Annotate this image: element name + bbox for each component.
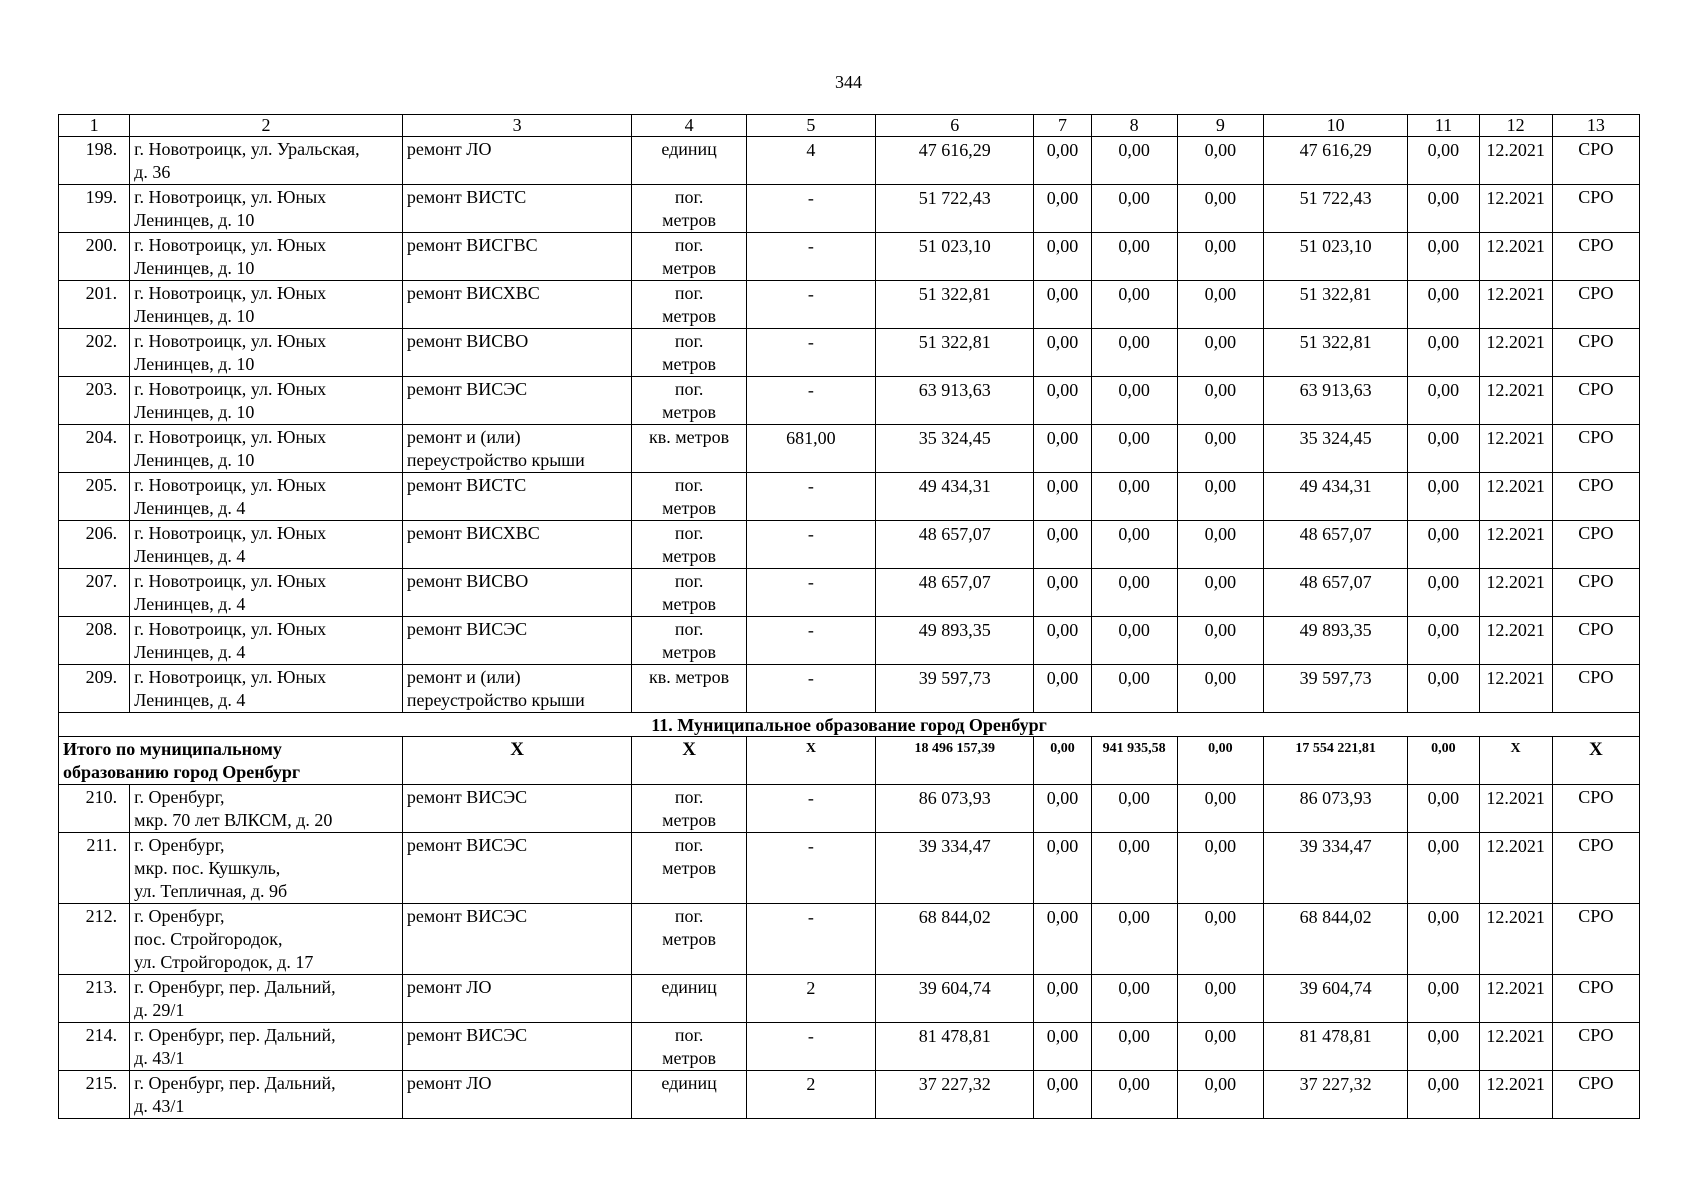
fund-cost-cell: 86 073,93 bbox=[1263, 785, 1407, 833]
address-cell: г. Оренбург, пос. Стройгородок, ул. Стройгородок, д. 17 bbox=[130, 904, 403, 975]
address-cell: г. Новотроицк, ул. Юных Ленинцев, д. 4 bbox=[130, 665, 403, 713]
total-cost-cell: 48 657,07 bbox=[876, 569, 1034, 617]
total-cost-cell: 47 616,29 bbox=[876, 137, 1034, 185]
unit-cell: пог. метров bbox=[632, 329, 746, 377]
col8-cell: 0,00 bbox=[1091, 377, 1177, 425]
address-cell: г. Новотроицк, ул. Юных Ленинцев, д. 10 bbox=[130, 185, 403, 233]
col9-cell: 0,00 bbox=[1177, 904, 1263, 975]
total-cost-cell: 51 322,81 bbox=[876, 281, 1034, 329]
col8-cell: 0,00 bbox=[1091, 904, 1177, 975]
col11-cell: 0,00 bbox=[1408, 975, 1479, 1023]
column-header-10: 10 bbox=[1263, 115, 1407, 137]
address-cell: г. Новотроицк, ул. Юных Ленинцев, д. 10 bbox=[130, 425, 403, 473]
method-cell: СРО bbox=[1552, 904, 1639, 975]
column-header-7: 7 bbox=[1034, 115, 1091, 137]
total-label: Итого по муниципальному образованию город Оренбург bbox=[59, 737, 403, 785]
fund-cost-cell: 63 913,63 bbox=[1263, 377, 1407, 425]
table-row bbox=[59, 785, 1640, 833]
deadline-cell: 12.2021 bbox=[1479, 833, 1552, 904]
address-cell: г. Оренбург, мкр. 70 лет ВЛКСМ, д. 20 bbox=[130, 785, 403, 833]
col9-cell: 0,00 bbox=[1177, 521, 1263, 569]
work-type-cell: ремонт ВИСВО bbox=[402, 569, 632, 617]
method-cell: СРО bbox=[1552, 975, 1639, 1023]
method-cell: СРО bbox=[1552, 1071, 1639, 1119]
unit-cell: пог. метров bbox=[632, 473, 746, 521]
total-cost-cell: 49 434,31 bbox=[876, 473, 1034, 521]
col8-cell: 0,00 bbox=[1091, 1071, 1177, 1119]
row-number: 212. bbox=[59, 904, 130, 975]
unit-cell: единиц bbox=[632, 137, 746, 185]
deadline-cell: 12.2021 bbox=[1479, 904, 1552, 975]
col7-cell: 0,00 bbox=[1034, 281, 1091, 329]
work-type-cell: ремонт ВИСХВС bbox=[402, 281, 632, 329]
work-type-cell: ремонт ВИСЭС bbox=[402, 1023, 632, 1071]
column-header-6: 6 bbox=[876, 115, 1034, 137]
table-row bbox=[59, 569, 1640, 617]
work-type-cell: ремонт ВИСТС bbox=[402, 473, 632, 521]
deadline-cell: 12.2021 bbox=[1479, 665, 1552, 713]
address-cell: г. Новотроицк, ул. Юных Ленинцев, д. 10 bbox=[130, 233, 403, 281]
col7-cell: 0,00 bbox=[1034, 137, 1091, 185]
col7-cell: 0,00 bbox=[1034, 233, 1091, 281]
work-type-cell: ремонт ВИСЭС bbox=[402, 833, 632, 904]
fund-cost-cell: 48 657,07 bbox=[1263, 521, 1407, 569]
method-cell: СРО bbox=[1552, 233, 1639, 281]
col11-cell: 0,00 bbox=[1408, 329, 1479, 377]
fund-cost-cell: 51 322,81 bbox=[1263, 329, 1407, 377]
total-cost-cell: 35 324,45 bbox=[876, 425, 1034, 473]
total-col10: 17 554 221,81 bbox=[1263, 737, 1407, 785]
unit-cell: единиц bbox=[632, 975, 746, 1023]
unit-cell: кв. метров bbox=[632, 665, 746, 713]
deadline-cell: 12.2021 bbox=[1479, 329, 1552, 377]
row-number: 208. bbox=[59, 617, 130, 665]
table-row bbox=[59, 137, 1640, 185]
unit-cell: пог. метров bbox=[632, 185, 746, 233]
table-row bbox=[59, 521, 1640, 569]
quantity-cell: - bbox=[746, 281, 875, 329]
col11-cell: 0,00 bbox=[1408, 785, 1479, 833]
total-cost-cell: 48 657,07 bbox=[876, 521, 1034, 569]
col11-cell: 0,00 bbox=[1408, 1023, 1479, 1071]
col8-cell: 0,00 bbox=[1091, 665, 1177, 713]
col8-cell: 0,00 bbox=[1091, 473, 1177, 521]
column-header-5: 5 bbox=[746, 115, 875, 137]
address-cell: г. Оренбург, мкр. пос. Кушкуль, ул. Тепличная, д. 9б bbox=[130, 833, 403, 904]
col8-cell: 0,00 bbox=[1091, 329, 1177, 377]
column-header-1: 1 bbox=[59, 115, 130, 137]
total-cost-cell: 39 604,74 bbox=[876, 975, 1034, 1023]
quantity-cell: 681,00 bbox=[746, 425, 875, 473]
method-cell: СРО bbox=[1552, 473, 1639, 521]
address-cell: г. Новотроицк, ул. Юных Ленинцев, д. 10 bbox=[130, 377, 403, 425]
col8-cell: 0,00 bbox=[1091, 425, 1177, 473]
total-cost-cell: 68 844,02 bbox=[876, 904, 1034, 975]
col8-cell: 0,00 bbox=[1091, 569, 1177, 617]
quantity-cell: 2 bbox=[746, 975, 875, 1023]
quantity-cell: - bbox=[746, 377, 875, 425]
col8-cell: 0,00 bbox=[1091, 1023, 1177, 1071]
col9-cell: 0,00 bbox=[1177, 569, 1263, 617]
col7-cell: 0,00 bbox=[1034, 617, 1091, 665]
unit-cell: пог. метров bbox=[632, 617, 746, 665]
col9-cell: 0,00 bbox=[1177, 185, 1263, 233]
row-number: 209. bbox=[59, 665, 130, 713]
row-number: 210. bbox=[59, 785, 130, 833]
address-cell: г. Новотроицк, ул. Уральская, д. 36 bbox=[130, 137, 403, 185]
work-type-cell: ремонт ВИСЭС bbox=[402, 785, 632, 833]
address-cell: г. Новотроицк, ул. Юных Ленинцев, д. 4 bbox=[130, 569, 403, 617]
column-header-2: 2 bbox=[130, 115, 403, 137]
row-number: 199. bbox=[59, 185, 130, 233]
row-number: 213. bbox=[59, 975, 130, 1023]
total-cost-cell: 39 597,73 bbox=[876, 665, 1034, 713]
unit-cell: пог. метров bbox=[632, 785, 746, 833]
col9-cell: 0,00 bbox=[1177, 233, 1263, 281]
total-cost-cell: 39 334,47 bbox=[876, 833, 1034, 904]
col11-cell: 0,00 bbox=[1408, 185, 1479, 233]
col9-cell: 0,00 bbox=[1177, 137, 1263, 185]
total-cost-cell: 37 227,32 bbox=[876, 1071, 1034, 1119]
column-number-header bbox=[59, 115, 1640, 137]
total-cost-cell: 63 913,63 bbox=[876, 377, 1034, 425]
total-col8: 941 935,58 bbox=[1091, 737, 1177, 785]
quantity-cell: 2 bbox=[746, 1071, 875, 1119]
unit-cell: пог. метров bbox=[632, 377, 746, 425]
unit-cell: пог. метров bbox=[632, 569, 746, 617]
col9-cell: 0,00 bbox=[1177, 975, 1263, 1023]
row-number: 198. bbox=[59, 137, 130, 185]
deadline-cell: 12.2021 bbox=[1479, 569, 1552, 617]
total-col6: 18 496 157,39 bbox=[876, 737, 1034, 785]
table-row bbox=[59, 904, 1640, 975]
col9-cell: 0,00 bbox=[1177, 1071, 1263, 1119]
total-col12: X bbox=[1479, 737, 1552, 785]
work-type-cell: ремонт ВИСЭС bbox=[402, 904, 632, 975]
col7-cell: 0,00 bbox=[1034, 377, 1091, 425]
col7-cell: 0,00 bbox=[1034, 329, 1091, 377]
col8-cell: 0,00 bbox=[1091, 975, 1177, 1023]
total-col5: X bbox=[746, 737, 875, 785]
col7-cell: 0,00 bbox=[1034, 569, 1091, 617]
unit-cell: пог. метров bbox=[632, 833, 746, 904]
total-cost-cell: 81 478,81 bbox=[876, 1023, 1034, 1071]
col9-cell: 0,00 bbox=[1177, 1023, 1263, 1071]
deadline-cell: 12.2021 bbox=[1479, 185, 1552, 233]
column-header-8: 8 bbox=[1091, 115, 1177, 137]
total-col3: X bbox=[402, 737, 632, 785]
col8-cell: 0,00 bbox=[1091, 185, 1177, 233]
col8-cell: 0,00 bbox=[1091, 233, 1177, 281]
unit-cell: единиц bbox=[632, 1071, 746, 1119]
col7-cell: 0,00 bbox=[1034, 785, 1091, 833]
deadline-cell: 12.2021 bbox=[1479, 233, 1552, 281]
total-row bbox=[59, 737, 1640, 785]
table-row bbox=[59, 185, 1640, 233]
quantity-cell: - bbox=[746, 833, 875, 904]
table-row bbox=[59, 1023, 1640, 1071]
method-cell: СРО bbox=[1552, 377, 1639, 425]
page-number: 344 bbox=[835, 72, 862, 92]
total-col11: 0,00 bbox=[1408, 737, 1479, 785]
fund-cost-cell: 39 604,74 bbox=[1263, 975, 1407, 1023]
column-header-9: 9 bbox=[1177, 115, 1263, 137]
quantity-cell: - bbox=[746, 665, 875, 713]
col8-cell: 0,00 bbox=[1091, 137, 1177, 185]
unit-cell: пог. метров bbox=[632, 904, 746, 975]
col9-cell: 0,00 bbox=[1177, 473, 1263, 521]
work-type-cell: ремонт ВИСЭС bbox=[402, 617, 632, 665]
method-cell: СРО bbox=[1552, 665, 1639, 713]
address-cell: г. Новотроицк, ул. Юных Ленинцев, д. 10 bbox=[130, 329, 403, 377]
col7-cell: 0,00 bbox=[1034, 185, 1091, 233]
address-cell: г. Оренбург, пер. Дальний, д. 43/1 bbox=[130, 1023, 403, 1071]
fund-cost-cell: 35 324,45 bbox=[1263, 425, 1407, 473]
method-cell: СРО bbox=[1552, 137, 1639, 185]
deadline-cell: 12.2021 bbox=[1479, 473, 1552, 521]
unit-cell: пог. метров bbox=[632, 233, 746, 281]
col9-cell: 0,00 bbox=[1177, 785, 1263, 833]
table-row bbox=[59, 281, 1640, 329]
col11-cell: 0,00 bbox=[1408, 904, 1479, 975]
fund-cost-cell: 49 893,35 bbox=[1263, 617, 1407, 665]
quantity-cell: - bbox=[746, 185, 875, 233]
section-header-row bbox=[59, 713, 1640, 737]
col11-cell: 0,00 bbox=[1408, 425, 1479, 473]
col7-cell: 0,00 bbox=[1034, 425, 1091, 473]
unit-cell: пог. метров bbox=[632, 521, 746, 569]
col11-cell: 0,00 bbox=[1408, 233, 1479, 281]
quantity-cell: 4 bbox=[746, 137, 875, 185]
col8-cell: 0,00 bbox=[1091, 617, 1177, 665]
fund-cost-cell: 48 657,07 bbox=[1263, 569, 1407, 617]
work-type-cell: ремонт ВИСГВС bbox=[402, 233, 632, 281]
quantity-cell: - bbox=[746, 233, 875, 281]
table-row bbox=[59, 1071, 1640, 1119]
fund-cost-cell: 37 227,32 bbox=[1263, 1071, 1407, 1119]
address-cell: г. Новотроицк, ул. Юных Ленинцев, д. 10 bbox=[130, 281, 403, 329]
table-row bbox=[59, 233, 1640, 281]
column-header-3: 3 bbox=[402, 115, 632, 137]
address-cell: г. Оренбург, пер. Дальний, д. 43/1 bbox=[130, 1071, 403, 1119]
col11-cell: 0,00 bbox=[1408, 617, 1479, 665]
total-col7: 0,00 bbox=[1034, 737, 1091, 785]
deadline-cell: 12.2021 bbox=[1479, 425, 1552, 473]
method-cell: СРО bbox=[1552, 185, 1639, 233]
unit-cell: пог. метров bbox=[632, 281, 746, 329]
row-number: 200. bbox=[59, 233, 130, 281]
col11-cell: 0,00 bbox=[1408, 665, 1479, 713]
fund-cost-cell: 51 722,43 bbox=[1263, 185, 1407, 233]
unit-cell: кв. метров bbox=[632, 425, 746, 473]
table-row bbox=[59, 377, 1640, 425]
fund-cost-cell: 51 023,10 bbox=[1263, 233, 1407, 281]
col9-cell: 0,00 bbox=[1177, 425, 1263, 473]
unit-cell: пог. метров bbox=[632, 1023, 746, 1071]
col7-cell: 0,00 bbox=[1034, 1023, 1091, 1071]
col11-cell: 0,00 bbox=[1408, 473, 1479, 521]
column-header-11: 11 bbox=[1408, 115, 1479, 137]
row-number: 202. bbox=[59, 329, 130, 377]
fund-cost-cell: 68 844,02 bbox=[1263, 904, 1407, 975]
method-cell: СРО bbox=[1552, 281, 1639, 329]
col11-cell: 0,00 bbox=[1408, 377, 1479, 425]
table-row bbox=[59, 473, 1640, 521]
col7-cell: 0,00 bbox=[1034, 665, 1091, 713]
method-cell: СРО bbox=[1552, 569, 1639, 617]
deadline-cell: 12.2021 bbox=[1479, 785, 1552, 833]
column-header-4: 4 bbox=[632, 115, 746, 137]
row-number: 204. bbox=[59, 425, 130, 473]
row-number: 203. bbox=[59, 377, 130, 425]
address-cell: г. Оренбург, пер. Дальний, д. 29/1 bbox=[130, 975, 403, 1023]
deadline-cell: 12.2021 bbox=[1479, 137, 1552, 185]
col7-cell: 0,00 bbox=[1034, 1071, 1091, 1119]
fund-cost-cell: 47 616,29 bbox=[1263, 137, 1407, 185]
total-cost-cell: 51 322,81 bbox=[876, 329, 1034, 377]
total-col13: X bbox=[1552, 737, 1639, 785]
total-cost-cell: 51 722,43 bbox=[876, 185, 1034, 233]
col9-cell: 0,00 bbox=[1177, 329, 1263, 377]
row-number: 214. bbox=[59, 1023, 130, 1071]
deadline-cell: 12.2021 bbox=[1479, 1071, 1552, 1119]
fund-cost-cell: 81 478,81 bbox=[1263, 1023, 1407, 1071]
row-number: 206. bbox=[59, 521, 130, 569]
work-type-cell: ремонт ВИСХВС bbox=[402, 521, 632, 569]
quantity-cell: - bbox=[746, 785, 875, 833]
col11-cell: 0,00 bbox=[1408, 1071, 1479, 1119]
total-col4: X bbox=[632, 737, 746, 785]
deadline-cell: 12.2021 bbox=[1479, 1023, 1552, 1071]
method-cell: СРО bbox=[1552, 425, 1639, 473]
quantity-cell: - bbox=[746, 1023, 875, 1071]
method-cell: СРО bbox=[1552, 785, 1639, 833]
row-number: 205. bbox=[59, 473, 130, 521]
total-cost-cell: 49 893,35 bbox=[876, 617, 1034, 665]
table-row bbox=[59, 425, 1640, 473]
address-cell: г. Новотроицк, ул. Юных Ленинцев, д. 4 bbox=[130, 521, 403, 569]
col11-cell: 0,00 bbox=[1408, 833, 1479, 904]
quantity-cell: - bbox=[746, 569, 875, 617]
row-number: 207. bbox=[59, 569, 130, 617]
total-col9: 0,00 bbox=[1177, 737, 1263, 785]
col11-cell: 0,00 bbox=[1408, 521, 1479, 569]
quantity-cell: - bbox=[746, 329, 875, 377]
method-cell: СРО bbox=[1552, 617, 1639, 665]
col7-cell: 0,00 bbox=[1034, 473, 1091, 521]
fund-cost-cell: 51 322,81 bbox=[1263, 281, 1407, 329]
table-row bbox=[59, 975, 1640, 1023]
quantity-cell: - bbox=[746, 617, 875, 665]
method-cell: СРО bbox=[1552, 329, 1639, 377]
deadline-cell: 12.2021 bbox=[1479, 281, 1552, 329]
fund-cost-cell: 39 334,47 bbox=[1263, 833, 1407, 904]
col9-cell: 0,00 bbox=[1177, 377, 1263, 425]
work-type-cell: ремонт ЛО bbox=[402, 975, 632, 1023]
table-row bbox=[59, 665, 1640, 713]
col8-cell: 0,00 bbox=[1091, 281, 1177, 329]
work-type-cell: ремонт ЛО bbox=[402, 137, 632, 185]
section-title: 11. Муниципальное образование город Оренбург bbox=[59, 713, 1640, 737]
deadline-cell: 12.2021 bbox=[1479, 617, 1552, 665]
quantity-cell: - bbox=[746, 521, 875, 569]
col11-cell: 0,00 bbox=[1408, 569, 1479, 617]
quantity-cell: - bbox=[746, 473, 875, 521]
work-type-cell: ремонт и (или) переустройство крыши bbox=[402, 425, 632, 473]
row-number: 211. bbox=[59, 833, 130, 904]
repair-registry-table bbox=[58, 114, 1640, 1119]
col7-cell: 0,00 bbox=[1034, 521, 1091, 569]
work-type-cell: ремонт ВИСТС bbox=[402, 185, 632, 233]
col7-cell: 0,00 bbox=[1034, 975, 1091, 1023]
col8-cell: 0,00 bbox=[1091, 785, 1177, 833]
col9-cell: 0,00 bbox=[1177, 665, 1263, 713]
fund-cost-cell: 39 597,73 bbox=[1263, 665, 1407, 713]
row-number: 201. bbox=[59, 281, 130, 329]
col11-cell: 0,00 bbox=[1408, 137, 1479, 185]
table-row bbox=[59, 833, 1640, 904]
table-row bbox=[59, 329, 1640, 377]
work-type-cell: ремонт ЛО bbox=[402, 1071, 632, 1119]
col8-cell: 0,00 bbox=[1091, 521, 1177, 569]
col9-cell: 0,00 bbox=[1177, 833, 1263, 904]
method-cell: СРО bbox=[1552, 521, 1639, 569]
quantity-cell: - bbox=[746, 904, 875, 975]
address-cell: г. Новотроицк, ул. Юных Ленинцев, д. 4 bbox=[130, 473, 403, 521]
method-cell: СРО bbox=[1552, 1023, 1639, 1071]
deadline-cell: 12.2021 bbox=[1479, 975, 1552, 1023]
column-header-12: 12 bbox=[1479, 115, 1552, 137]
work-type-cell: ремонт ВИСВО bbox=[402, 329, 632, 377]
work-type-cell: ремонт и (или) переустройство крыши bbox=[402, 665, 632, 713]
method-cell: СРО bbox=[1552, 833, 1639, 904]
fund-cost-cell: 49 434,31 bbox=[1263, 473, 1407, 521]
row-number: 215. bbox=[59, 1071, 130, 1119]
col9-cell: 0,00 bbox=[1177, 617, 1263, 665]
column-header-13: 13 bbox=[1552, 115, 1639, 137]
col8-cell: 0,00 bbox=[1091, 833, 1177, 904]
address-cell: г. Новотроицк, ул. Юных Ленинцев, д. 4 bbox=[130, 617, 403, 665]
work-type-cell: ремонт ВИСЭС bbox=[402, 377, 632, 425]
table-row bbox=[59, 617, 1640, 665]
col7-cell: 0,00 bbox=[1034, 833, 1091, 904]
col11-cell: 0,00 bbox=[1408, 281, 1479, 329]
col7-cell: 0,00 bbox=[1034, 904, 1091, 975]
deadline-cell: 12.2021 bbox=[1479, 521, 1552, 569]
total-cost-cell: 51 023,10 bbox=[876, 233, 1034, 281]
deadline-cell: 12.2021 bbox=[1479, 377, 1552, 425]
col9-cell: 0,00 bbox=[1177, 281, 1263, 329]
total-cost-cell: 86 073,93 bbox=[876, 785, 1034, 833]
